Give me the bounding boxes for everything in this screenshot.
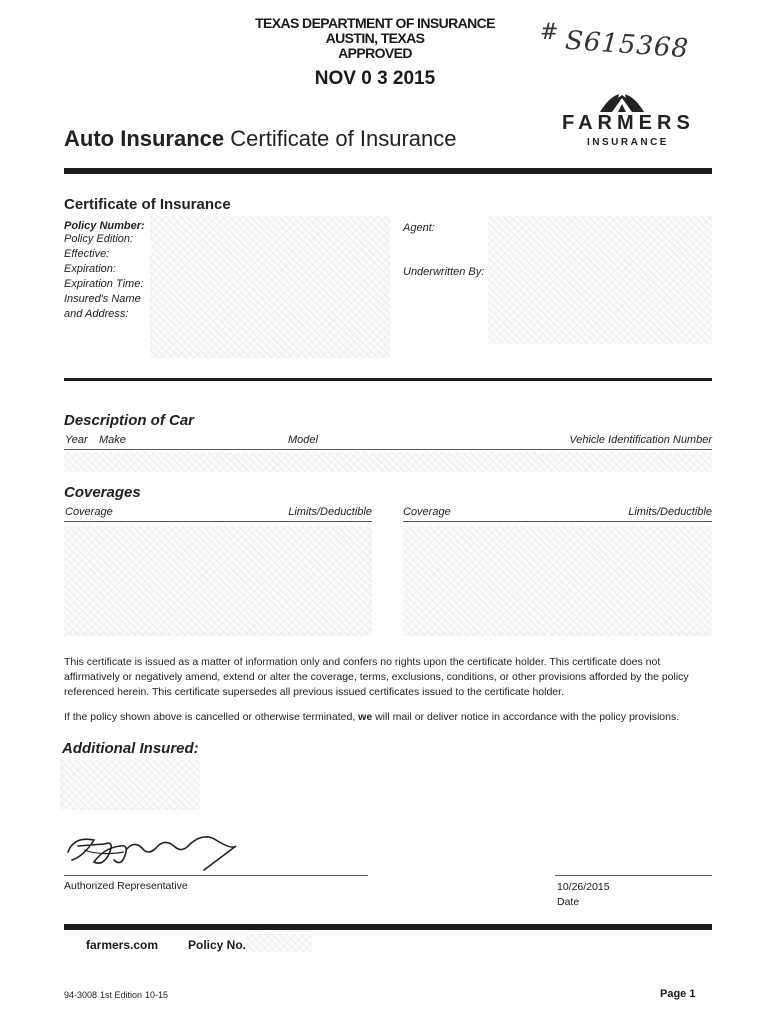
page-title: [64, 126, 456, 152]
certificate-heading: Certificate of Insurance: [64, 196, 231, 213]
car-heading: Description of Car: [64, 412, 195, 429]
additional-insured-heading: Additional Insured:: [62, 740, 199, 757]
brand-sub: INSURANCE: [587, 137, 669, 148]
stamp-line-2: AUSTIN, TEXAS: [325, 30, 425, 46]
coverage-header-left: [64, 506, 372, 522]
coverages-right-redacted: [403, 526, 712, 636]
agent-label: Agent:: [403, 222, 435, 234]
cancellation-text-pre: If the policy shown above is cancelled or otherwise terminated,: [64, 711, 359, 723]
signature-date: 10/26/2015: [557, 881, 610, 893]
model-label: Model: [288, 434, 318, 446]
title-bold: Auto Insurance: [64, 126, 225, 151]
policy-labels: [64, 220, 154, 322]
authorized-rep-label: Authorized Representative: [64, 880, 188, 892]
agent-details-redacted: [488, 216, 712, 344]
brand-name: FARMERS: [562, 112, 695, 134]
cancellation-text-post: will mail or deliver notice in accordance with the policy provisions.: [372, 711, 680, 723]
date-line: [555, 875, 712, 876]
additional-insured-redacted: [60, 760, 200, 810]
tdi-approval-stamp: [230, 16, 520, 61]
cancellation-we: we: [358, 711, 373, 723]
make-label: Make: [99, 434, 126, 446]
header-rule: [64, 168, 712, 174]
signature-line: [64, 875, 368, 876]
coverage-header-right: [403, 506, 712, 522]
edition: 1st Edition: [100, 990, 143, 1000]
insured-name-label: Insured's Name: [64, 293, 141, 305]
vin-label: Vehicle Identification Number: [569, 434, 712, 446]
form-number: 94-3008: [64, 990, 98, 1000]
car-details-redacted: [64, 452, 712, 472]
stamp-line-1: TEXAS DEPARTMENT OF INSURANCE: [255, 15, 495, 31]
edition-date: 10-15: [145, 990, 169, 1000]
policy-edition-label: Policy Edition:: [64, 233, 134, 245]
disclaimer-paragraph: This certificate is issued as a matter of information only and confers no rights upon the certificate holder. This certificate does not affirmatively or negatively amend, extend or alter the coverage, terms, exclusions, conditions, or other provisions afforded by the policy referenced herein. This certificate supersedes all previous issued certificates issued to the certificate holder.: [64, 656, 689, 698]
limits-label-left: Limits/Deductible: [288, 506, 372, 518]
section-rule: [64, 378, 712, 381]
policy-number-label: Policy Number:: [64, 220, 145, 232]
stamp-date: NOV 0 3 2015: [314, 68, 436, 89]
coverage-label-right: Coverage: [403, 506, 451, 518]
handwritten-hash: #: [540, 20, 559, 45]
coverages-left-redacted: [64, 526, 372, 636]
expiration-label: Expiration:: [64, 263, 116, 275]
and-address-label: and Address:: [64, 308, 129, 320]
limits-label-right: Limits/Deductible: [628, 506, 712, 518]
page-number: Page 1: [660, 988, 696, 1000]
underwritten-by-label: Underwritten By:: [403, 266, 485, 278]
car-header-row: [64, 434, 712, 450]
farmers-site-link[interactable]: farmers.com: [86, 938, 159, 952]
expiration-time-label: Expiration Time:: [64, 278, 144, 290]
title-rest: Certificate of Insurance: [224, 126, 457, 151]
policy-details-redacted: [150, 216, 390, 358]
date-label: Date: [557, 896, 580, 908]
effective-label: Effective:: [64, 248, 110, 260]
farmers-emblem-icon: [594, 82, 650, 116]
handwritten-number: S615368: [564, 25, 690, 65]
stamp-line-3: APPROVED: [338, 45, 412, 61]
cancellation-paragraph: [64, 710, 724, 725]
coverages-heading: Coverages: [64, 484, 141, 501]
footer-rule: [64, 924, 712, 930]
year-label: Year: [65, 434, 88, 446]
policy-no-label: Policy No.: [188, 938, 247, 952]
coverage-label-left: Coverage: [65, 506, 113, 518]
signature-image: [64, 826, 244, 876]
policy-no-redacted: [246, 934, 312, 952]
